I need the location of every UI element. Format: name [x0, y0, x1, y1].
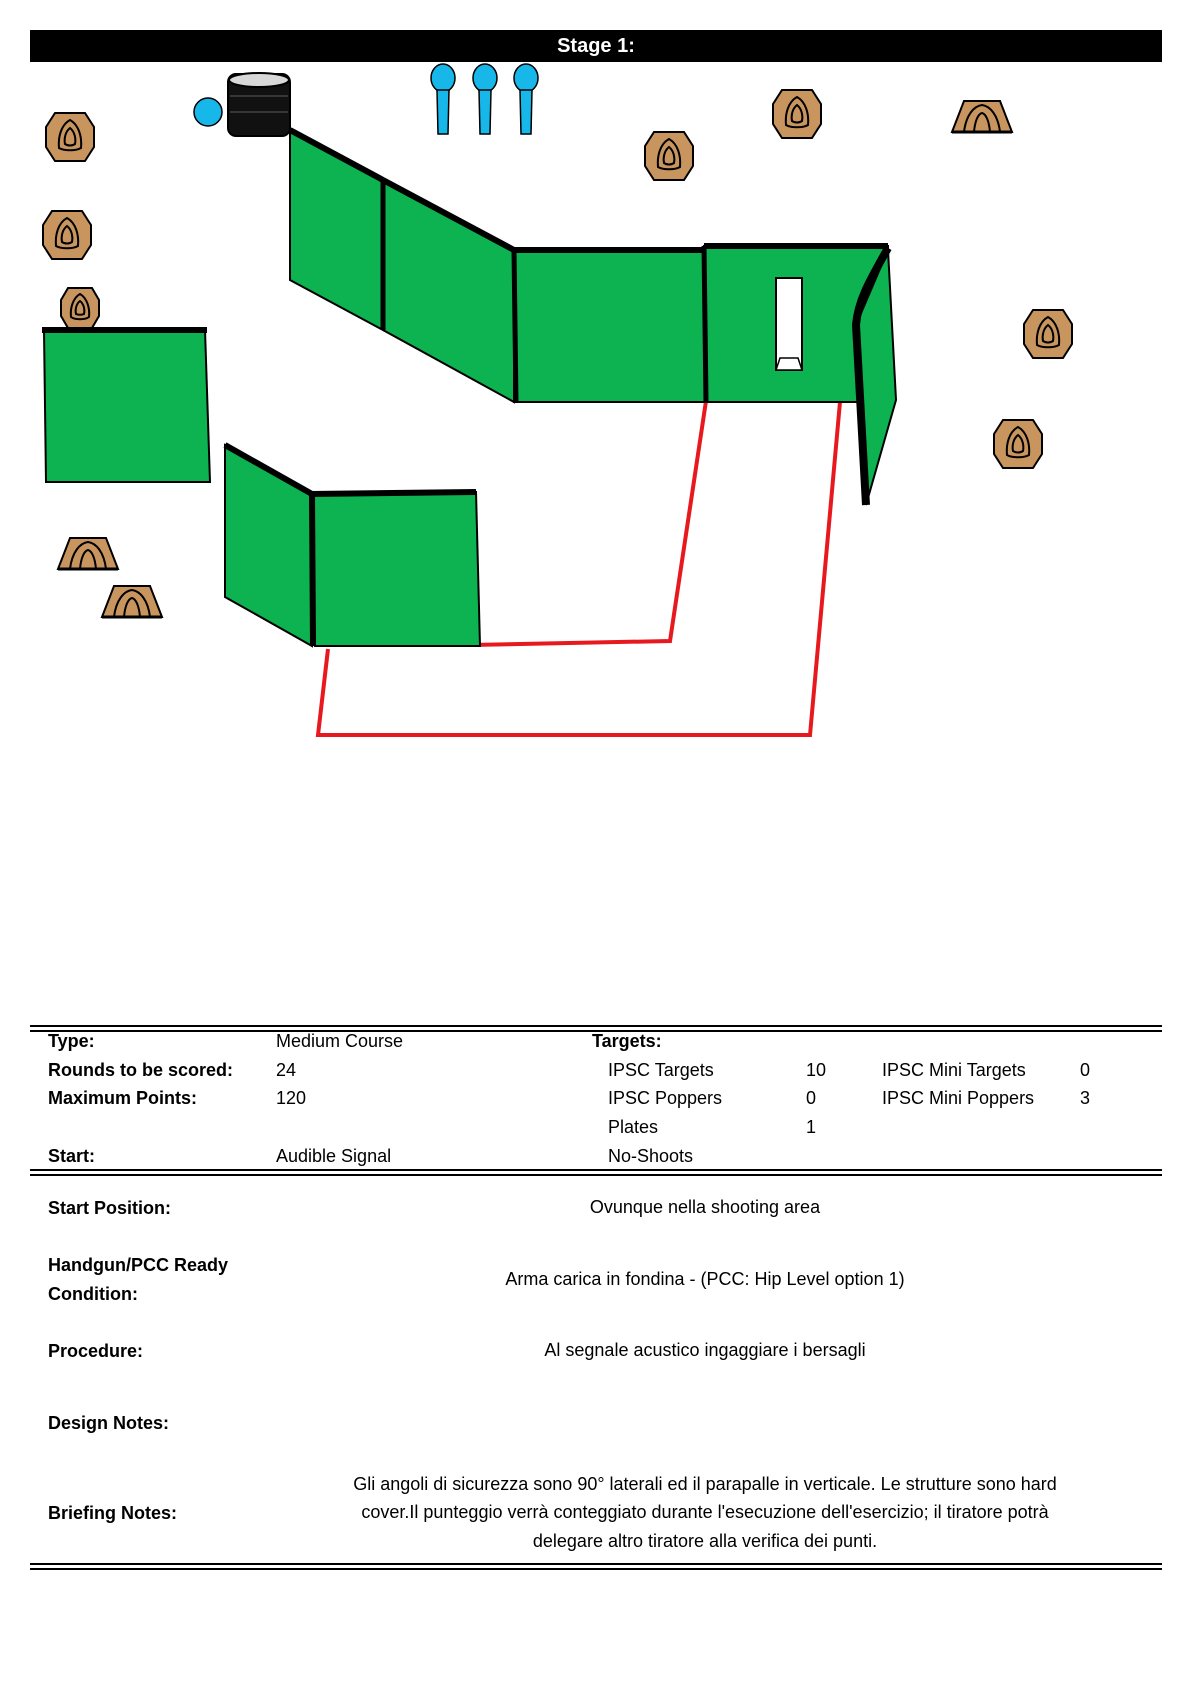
- start-position-label: Start Position:: [48, 1198, 172, 1218]
- targets-label: Targets:: [592, 1031, 662, 1051]
- briefing-notes-label: Briefing Notes:: [48, 1503, 178, 1523]
- mini-popper: [514, 64, 538, 134]
- ipsc-target: [773, 90, 821, 138]
- ipsc-target: [1024, 310, 1072, 358]
- ipsc-target: [645, 132, 693, 180]
- ipsc-target: [61, 288, 99, 328]
- ipsc-target: [994, 420, 1042, 468]
- plate-target: [194, 98, 222, 126]
- ipsc-target-partial: [952, 101, 1012, 132]
- rounds-value: 24: [276, 1060, 297, 1080]
- briefing-notes-line: cover.Il punteggio verrà conteggiato durante l'esecuzione dell'esercizio; il tiratore potrà: [361, 1502, 1049, 1522]
- target-type-label: IPSC Poppers: [608, 1088, 723, 1108]
- briefing-notes-line: Gli angoli di sicurezza sono 90° laterali ed il parapalle in verticale. Le strutture sono hard: [353, 1474, 1057, 1494]
- port-opening: [776, 278, 802, 370]
- ready-condition-label-2: Condition:: [48, 1284, 138, 1304]
- start-position-value: Ovunque nella shooting area: [589, 1197, 821, 1217]
- barrel: [228, 73, 290, 136]
- ready-condition-value: Arma carica in fondina - (PCC: Hip Level option 1): [505, 1269, 905, 1289]
- wall-lower-left: [225, 445, 480, 646]
- mini-popper: [473, 64, 497, 134]
- double-rule: [30, 1169, 1162, 1171]
- target-type-count: 0: [806, 1088, 817, 1108]
- points-label: Maximum Points:: [48, 1088, 198, 1108]
- stage-title: Stage 1:: [30, 30, 1162, 62]
- points-value: 120: [276, 1088, 307, 1108]
- ipsc-target: [43, 211, 91, 259]
- mini-target-label: IPSC Mini Targets: [882, 1060, 1026, 1080]
- type-value: Medium Course: [276, 1031, 404, 1051]
- ipsc-target-partial: [102, 586, 162, 617]
- target-type-label: No-Shoots: [608, 1146, 694, 1166]
- start-label: Start:: [48, 1146, 96, 1166]
- double-rule: [30, 1563, 1162, 1565]
- target-type-label: IPSC Targets: [608, 1060, 714, 1080]
- mini-target-count: 3: [1080, 1088, 1091, 1108]
- double-rule: [30, 1568, 1162, 1570]
- stage-diagram: [0, 62, 1191, 782]
- rounds-label: Rounds to be scored:: [48, 1060, 234, 1080]
- type-label: Type:: [48, 1031, 95, 1051]
- briefing-notes-line: delegare altro tiratore alla verifica dei punti.: [532, 1531, 878, 1551]
- ipsc-target-partial: [58, 538, 118, 569]
- ready-condition-label: Handgun/PCC Ready: [48, 1255, 229, 1275]
- mini-popper: [431, 64, 455, 134]
- wall-left-box: [42, 330, 210, 482]
- ipsc-target: [46, 113, 94, 161]
- mini-target-label: IPSC Mini Poppers: [882, 1088, 1035, 1108]
- procedure-value: Al segnale acustico ingaggiare i bersagli: [544, 1340, 866, 1360]
- procedure-label: Procedure:: [48, 1341, 144, 1361]
- target-type-count: 1: [806, 1117, 817, 1137]
- double-rule: [30, 1174, 1162, 1176]
- start-value: Audible Signal: [276, 1146, 392, 1166]
- mini-target-count: 0: [1080, 1060, 1091, 1080]
- design-notes-label: Design Notes:: [48, 1413, 170, 1433]
- double-rule: [30, 1025, 1162, 1027]
- target-type-label: Plates: [608, 1117, 659, 1137]
- target-type-count: 10: [806, 1060, 827, 1080]
